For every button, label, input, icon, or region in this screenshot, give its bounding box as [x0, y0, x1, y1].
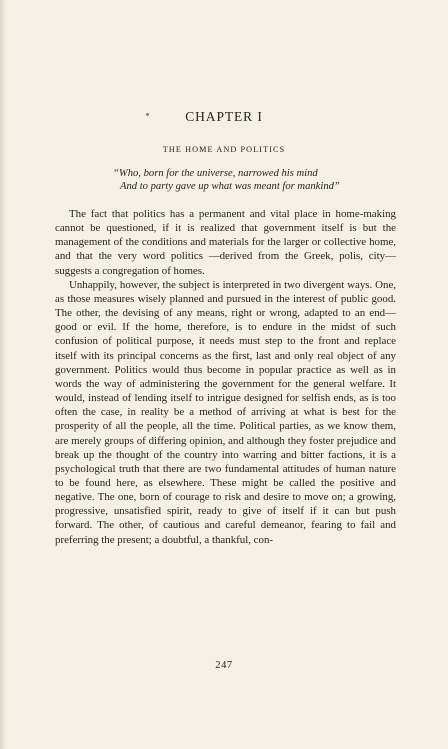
paragraph-2: Unhappily, however, the subject is interpreted in two divergent ways. One, as those measures wisely planned and pursued in the interest of public good. The other, the devising of any means, right or wrong, adapted to an end—good or evil. If the home, therefore, is to endure in the midst of such confusion of political purpose, it needs must step to the front and replace itself with its principal concerns as the first, last and only real object of any government. Politics would thus become in popular practice as well as in words the way of administering the government for the general welfare. It would, instead of lending itself to intrigue designed for selfish ends, as is too often the case, in reality be a method of arriving at what is best for the prosperity of all the people, all the time. Political parties, as we know them, are merely groups of differing opinion, and although they foster prejudice and break up the thought of the country into warring and bitter factions, it is a psychological truth that there are two fundamental attitudes of human nature to be found here, as elsewhere. These might be called the positive and negative. The one, born of courage to risk and desire to move on; a growing, progressive, unsatisfied spirit, ready to give of itself if it can but push forward. The other, of cautious and careful demeanor, fearing to fail and preferring the present; a doubtful, a thankful, con- — [55, 278, 396, 546]
paragraph-1: The fact that politics has a permanent and vital place in home-making cannot be questioned, if it is realized that government itself is but the management of the conditions and materials for the larger or collective home, and that the very word politics —derived from the Greek, polis, city—suggests a congregation of homes. — [55, 208, 396, 277]
epigraph-line-1: “Who, born for the universe, narrowed his mind — [113, 168, 318, 179]
epigraph — [100, 167, 400, 193]
chapter-heading: CHAPTER I — [185, 109, 263, 124]
page-number: 247 — [215, 660, 233, 671]
epigraph-line-2: And to party gave up what was meant for mankind” — [120, 181, 340, 192]
body-text — [55, 207, 396, 547]
chapter-subheading: THE HOME AND POLITICS — [162, 145, 286, 154]
